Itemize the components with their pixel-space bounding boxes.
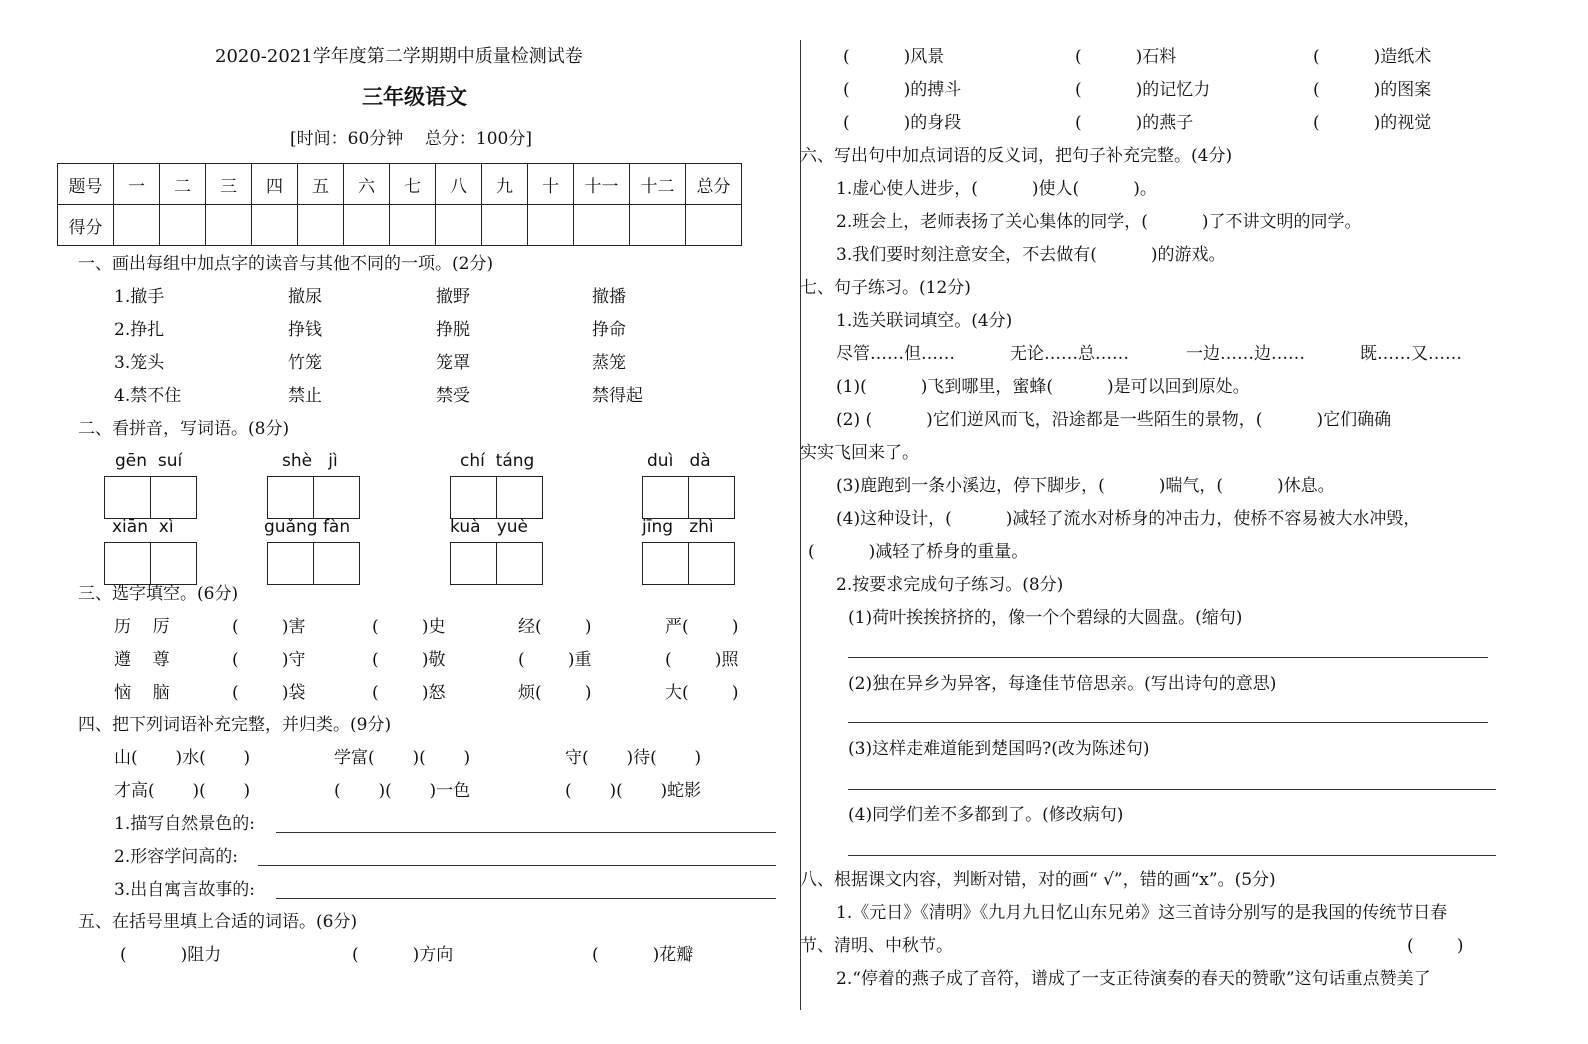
q3-blank[interactable]: ( )敬	[372, 650, 446, 670]
q7-connector-option: 无论……总……	[1010, 344, 1129, 364]
score-header-cell: 六	[344, 164, 390, 205]
pinyin-label: xiān xì	[112, 517, 174, 537]
q1-option[interactable]: 撤野	[436, 287, 470, 307]
q3-blank[interactable]: ( )重	[518, 650, 592, 670]
q3-blank[interactable]: 严( )	[665, 617, 739, 637]
q4-classify-label: 2.形容学问高的:	[114, 847, 238, 867]
char-boxes[interactable]	[450, 476, 542, 519]
q2-heading: 二、看拼音，写词语。(8分)	[78, 419, 290, 439]
q7-item[interactable]: (3)鹿跑到一条小溪边，停下脚步，( )喘气，( )休息。	[836, 476, 1335, 496]
q1-option[interactable]: 禁受	[436, 386, 470, 406]
char-boxes[interactable]	[267, 476, 359, 519]
q6-item[interactable]: 3.我们要时刻注意安全，不去做有( )的游戏。	[836, 245, 1226, 265]
q1-option[interactable]: 挣脱	[436, 320, 470, 340]
q4-idiom[interactable]: ( )( )一色	[334, 781, 471, 801]
score-cell[interactable]	[482, 205, 528, 246]
score-table-score-row	[58, 205, 742, 246]
q5-heading: 五、在括号里填上合适的词语。(6分)	[78, 912, 358, 932]
q1-option[interactable]: 2.挣扎	[114, 320, 165, 340]
score-header-cell: 总分	[686, 164, 742, 205]
exam-title: 2020-2021学年度第二学期期中质量检测试卷	[215, 46, 583, 67]
q1-option[interactable]: 撤播	[592, 287, 626, 307]
score-header-cell: 二	[160, 164, 206, 205]
score-header-cell: 五	[298, 164, 344, 205]
score-header-cell: 十二	[630, 164, 686, 205]
q5-blank[interactable]: ( )的搏斗	[843, 80, 962, 100]
answer-line[interactable]	[276, 898, 776, 899]
page-divider	[800, 40, 801, 1010]
char-boxes[interactable]	[104, 542, 196, 585]
q7-item: 实实飞回来了。	[800, 443, 919, 463]
q3-blank[interactable]: ( )袋	[232, 683, 306, 703]
q3-blank[interactable]: ( )史	[372, 617, 446, 637]
q6-item[interactable]: 1.虚心使人进步，( )使人( )。	[836, 179, 1157, 199]
q1-heading: 一、画出每组中加点字的读音与其他不同的一项。(2分)	[78, 254, 494, 274]
score-cell[interactable]	[390, 205, 436, 246]
q4-classify-label: 1.描写自然景色的:	[114, 814, 255, 834]
q3-blank[interactable]: ( )怒	[372, 683, 446, 703]
q1-option[interactable]: 挣钱	[288, 320, 322, 340]
q8-item: 节、清明、中秋节。	[800, 936, 953, 956]
char-boxes[interactable]	[642, 542, 734, 585]
exam-time-info: [时间：60分钟 总分：100分]	[290, 129, 532, 149]
q5-blank[interactable]: ( )的身段	[843, 113, 962, 133]
pinyin-label: guǎng fàn	[264, 517, 351, 537]
q4-idiom[interactable]: 山( )水( )	[114, 748, 251, 768]
q7-sub1-heading: 1.选关联词填空。(4分)	[836, 311, 1013, 331]
score-cell[interactable]	[252, 205, 298, 246]
q3-char-pair: 恼 脑	[114, 683, 170, 703]
pinyin-label: chí táng	[460, 451, 535, 471]
char-boxes[interactable]	[450, 542, 542, 585]
q3-char-pair: 遵 尊	[114, 650, 170, 670]
score-cell[interactable]	[686, 205, 742, 246]
score-header-cell: 九	[482, 164, 528, 205]
q7-item[interactable]: (1)( )飞到哪里，蜜蜂( )是可以回到原处。	[836, 377, 1250, 397]
q5-blank[interactable]: ( )的记忆力	[1075, 80, 1211, 100]
score-header-cell: 十	[528, 164, 574, 205]
exam-subject: 三年级语文	[362, 84, 467, 109]
q3-blank[interactable]: 大( )	[665, 683, 739, 703]
char-boxes[interactable]	[642, 476, 734, 519]
q1-option[interactable]: 竹笼	[288, 353, 322, 373]
q4-idiom[interactable]: 学富( )( )	[334, 748, 471, 768]
score-cell[interactable]	[630, 205, 686, 246]
q6-item[interactable]: 2.班会上，老师表扬了关心集体的同学，( )了不讲文明的同学。	[836, 212, 1362, 232]
q1-option[interactable]: 4.禁不住	[114, 386, 182, 406]
char-boxes[interactable]	[267, 542, 359, 585]
score-table	[57, 163, 742, 246]
score-row-label: 得分	[58, 205, 114, 246]
score-header-cell: 八	[436, 164, 482, 205]
q7-sub2-heading: 2.按要求完成句子练习。(8分)	[836, 575, 1064, 595]
q1-option[interactable]: 3.笼头	[114, 353, 165, 373]
q1-option[interactable]: 笼罩	[436, 353, 470, 373]
q4-heading: 四、把下列词语补充完整，并归类。(9分)	[78, 715, 392, 735]
q3-blank[interactable]: 烦( )	[518, 683, 592, 703]
q4-idiom[interactable]: 守( )待( )	[565, 748, 702, 768]
q7-task: (2)独在异乡为异客，每逢佳节倍思亲。(写出诗句的意思)	[848, 674, 1277, 694]
q7-connector-option: 既……又……	[1360, 344, 1462, 364]
q8-heading: 八、根据课文内容，判断对错，对的画“ √”，错的画“x”。(5分)	[800, 870, 1276, 890]
q7-item[interactable]: (2) ( )它们逆风而飞，沿途都是一些陌生的景物，( )它们确确	[836, 410, 1392, 430]
pinyin-label: kuà yuè	[450, 517, 529, 537]
q7-connector-option: 尽管……但……	[836, 344, 955, 364]
q3-char-pair: 历 厉	[114, 617, 170, 637]
q8-item: 1.《元日》《清明》《九月九日忆山东兄弟》这三首诗分别写的是我国的传统节日春	[836, 903, 1448, 923]
q3-blank[interactable]: 经( )	[518, 617, 592, 637]
pinyin-label: shè jì	[282, 451, 338, 471]
pinyin-label: duì dà	[647, 451, 711, 471]
q4-idiom[interactable]: 才高( )( )	[114, 781, 251, 801]
q3-heading: 三、选字填空。(6分)	[78, 584, 239, 604]
score-header-cell: 四	[252, 164, 298, 205]
answer-line[interactable]	[258, 865, 776, 866]
q6-heading: 六、写出句中加点词语的反义词，把句子补充完整。(4分)	[800, 146, 1233, 166]
answer-line[interactable]	[848, 657, 1488, 658]
q7-heading: 七、句子练习。(12分)	[800, 278, 971, 298]
q5-blank[interactable]: ( )风景	[843, 47, 945, 67]
q8-item: 2.“停着的燕子成了音符，谱成了一支正待演奏的春天的赞歌”这句话重点赞美了	[836, 969, 1431, 989]
pinyin-label: gēn suí	[115, 451, 183, 471]
q5-blank[interactable]: ( )造纸术	[1313, 47, 1432, 67]
q5-blank[interactable]: ( )的图案	[1313, 80, 1432, 100]
q5-blank[interactable]: ( )花瓣	[592, 945, 694, 965]
q5-blank[interactable]: ( )方向	[352, 945, 454, 965]
q3-blank[interactable]: ( )害	[232, 617, 306, 637]
score-cell[interactable]	[160, 205, 206, 246]
q7-task: (4)同学们差不多都到了。(修改病句)	[848, 805, 1124, 825]
q7-item[interactable]: (4)这种设计，( )减轻了流水对桥身的冲击力，使桥不容易被大水冲毁，	[836, 509, 1421, 529]
q1-option[interactable]: 挣命	[592, 320, 626, 340]
score-cell[interactable]	[298, 205, 344, 246]
q3-blank[interactable]: ( )守	[232, 650, 306, 670]
answer-line[interactable]	[848, 789, 1496, 790]
q4-idiom[interactable]: ( )( )蛇影	[565, 781, 702, 801]
q4-classify-label: 3.出自寓言故事的:	[114, 880, 255, 900]
q1-option[interactable]: 蒸笼	[592, 353, 626, 373]
q7-task: (3)这样走难道能到楚国吗?(改为陈述句)	[848, 739, 1150, 759]
score-cell[interactable]	[114, 205, 160, 246]
score-table-header-row	[58, 164, 742, 205]
score-header-cell: 七	[390, 164, 436, 205]
score-header-cell: 三	[206, 164, 252, 205]
score-header-cell: 题号	[58, 164, 114, 205]
q7-connector-option: 一边……边……	[1186, 344, 1305, 364]
score-header-cell: 十一	[574, 164, 630, 205]
q8-answer-blank[interactable]: ( )	[1407, 936, 1464, 956]
q5-blank[interactable]: ( )的燕子	[1075, 113, 1194, 133]
q1-option[interactable]: 1.撤手	[114, 287, 165, 307]
score-cell[interactable]	[344, 205, 390, 246]
score-cell[interactable]	[574, 205, 630, 246]
q1-option[interactable]: 撤尿	[288, 287, 322, 307]
answer-line[interactable]	[848, 855, 1496, 856]
answer-line[interactable]	[276, 832, 776, 833]
score-cell[interactable]	[206, 205, 252, 246]
q5-blank[interactable]: ( )石料	[1075, 47, 1177, 67]
score-cell[interactable]	[528, 205, 574, 246]
q3-blank[interactable]: ( )照	[665, 650, 739, 670]
q1-option[interactable]: 禁止	[288, 386, 322, 406]
pinyin-label: jīng zhì	[642, 517, 714, 537]
score-cell[interactable]	[436, 205, 482, 246]
q5-blank[interactable]: ( )阻力	[120, 945, 222, 965]
char-boxes[interactable]	[104, 476, 196, 519]
q7-task: (1)荷叶挨挨挤挤的，像一个个碧绿的大圆盘。(缩句)	[848, 608, 1243, 628]
q7-item[interactable]: ( )减轻了桥身的重量。	[808, 542, 1029, 562]
q1-option[interactable]: 禁得起	[592, 386, 643, 406]
q5-blank[interactable]: ( )的视觉	[1313, 113, 1432, 133]
answer-line[interactable]	[848, 722, 1488, 723]
score-header-cell: 一	[114, 164, 160, 205]
